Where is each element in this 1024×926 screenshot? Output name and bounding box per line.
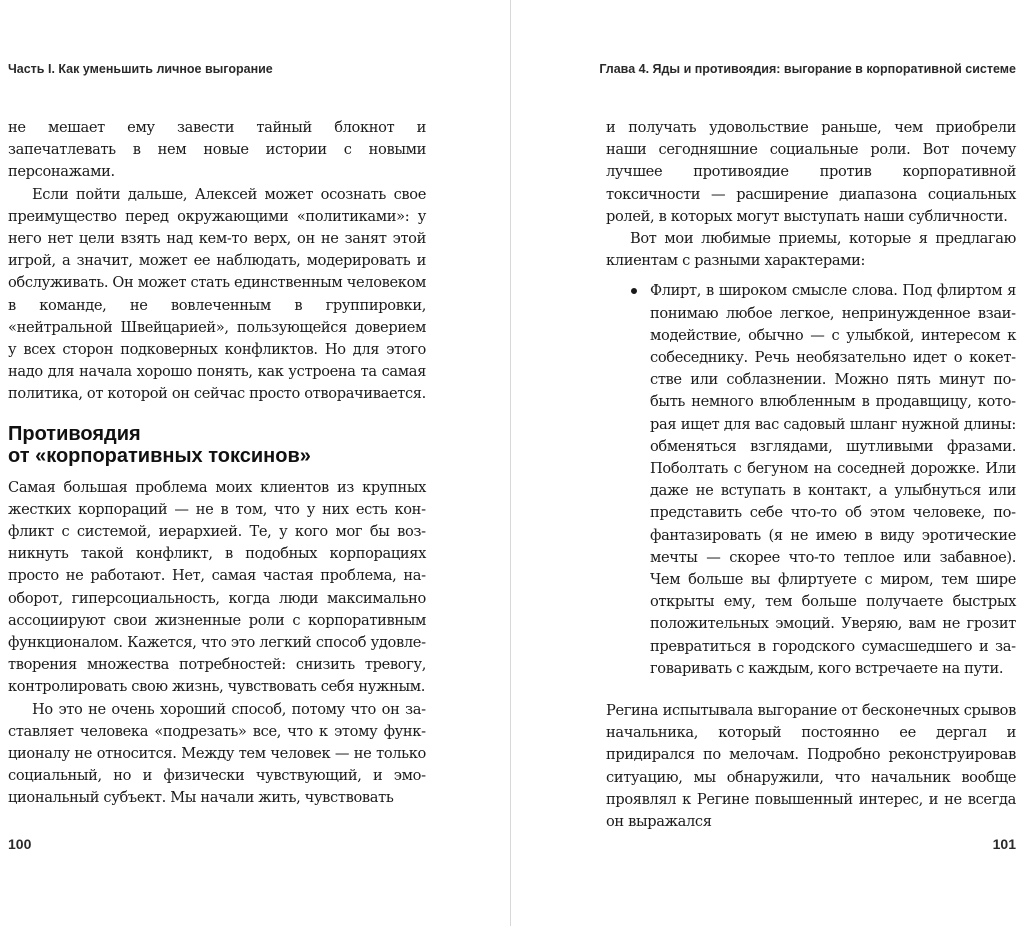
right-paragraph: Вот мои любимые приемы, которые я предлагаю клиентам с разными характерами: (606, 230, 1016, 270)
list-item-text: Флирт, в широком смысле слова. Под флиртом я понимаю любое легкое, непринужденное взаимодействие, обычно — с улыбкой, интересом к собеседнику. Речь необязательно идет о кокетстве или соблазнении. Можно пять минут побыть немного влюбленным в продавщицу, которая ищет для вас садовый шланг нужной длины: обменяться взглядами, шутливыми фразами. Поболтать с бегуном на соседней дорожке. Или даже не вступать в контакт, а улыбнуться или представить себе что-то об этом человеке, пофантазировать (я не имею в виду эротические мечты — скорее что-то теплое или забавное). Чем больше вы флиртуете с миром, тем шире открыты ему, тем больше получаете быстрых положительных эмоций. Уверяю, вам не грозит превратиться в городского сумасшедшего и заговаривать с каждым, кого встречаете на пути. (650, 282, 1016, 677)
bullet-dot-icon (631, 288, 637, 294)
technique-list (606, 280, 1016, 680)
left-page-text (8, 117, 426, 810)
right-paragraph: и получать удовольствие раньше, чем приобрели наши сегодняшние социальные роли. Вот почему лучшее противоядие против корпоративной токсичности — расширение диапазона социальных ролей, в которых могут выступать наши субличности. (606, 119, 1016, 225)
page-number-left: 100 (8, 836, 32, 852)
right-page (512, 0, 1024, 926)
left-paragraph: не мешает ему завести тайный блокнот и запечатлевать в нем новые истории с новыми персонажами. (8, 119, 426, 181)
left-paragraph: Самая большая проблема моих клиентов из крупных жестких корпораций — не в том, что у них есть конфликт с системой, иерархией. Те, у кого мог бы возникнуть такой конфликт, в подобных корпорациях просто не работают. Нет, самая частая проблема, наоборот, гиперсоциальность, когда люди максимально ассоциируют свои жизненные роли с корпоративным функционалом. Кажется, что это легкий способ удовлетворения множества потребностей: снизить тревогу, контролировать свою жизнь, чувствовать себя нужным. (8, 478, 426, 696)
list-item (650, 280, 1016, 680)
right-paragraph: Регина испытывала выгорание от бесконечных срывов начальника, который постоянно ее дергал и придирался по мелочам. Подробно реконструировав ситуацию, мы обнаружили, что начальник вообще проявлял к Регине повышенный интерес, и не всегда он выражался (606, 702, 1016, 831)
section-heading-line: от «корпоративных токсинов» (8, 444, 311, 467)
left-paragraph: Но это не очень хороший способ, потому что он заставляет человека «подрезать» все, что к этому функционалу не относится. Между тем человек — не только социальный, но и физически чувствующий, и эмоциональный субъект. Мы начали жить, чувствовать (8, 700, 426, 807)
left-running-head: Часть I. Как уменьшить личное выгорание (8, 62, 273, 76)
section-heading-line: Противоядия (8, 422, 141, 445)
book-gutter (510, 0, 511, 926)
page-number-right: 101 (992, 836, 1016, 852)
right-page-text (606, 117, 1016, 833)
section-heading (8, 423, 426, 467)
left-paragraph: Если пойти дальше, Алексей может осознать свое преимущество перед окружающими «политиками»: у него нет цели взять над кем-то верх, он не занят этой игрой, а значит, может ее наблюдать, модерировать и обслуживать. Он может стать единственным человеком в команде, не вовлеченным в группировки, «нейтральной Швейцарией», пользующейся доверием у всех сторон подковерных конфликтов. Но для этого надо для начала хорошо понять, как устроена та самая политика, от которой он сейчас просто отворачивается. (8, 185, 427, 403)
left-page (0, 0, 510, 926)
right-running-head: Глава 4. Яды и противоядия: выгорание в корпоративной системе (599, 62, 1016, 76)
